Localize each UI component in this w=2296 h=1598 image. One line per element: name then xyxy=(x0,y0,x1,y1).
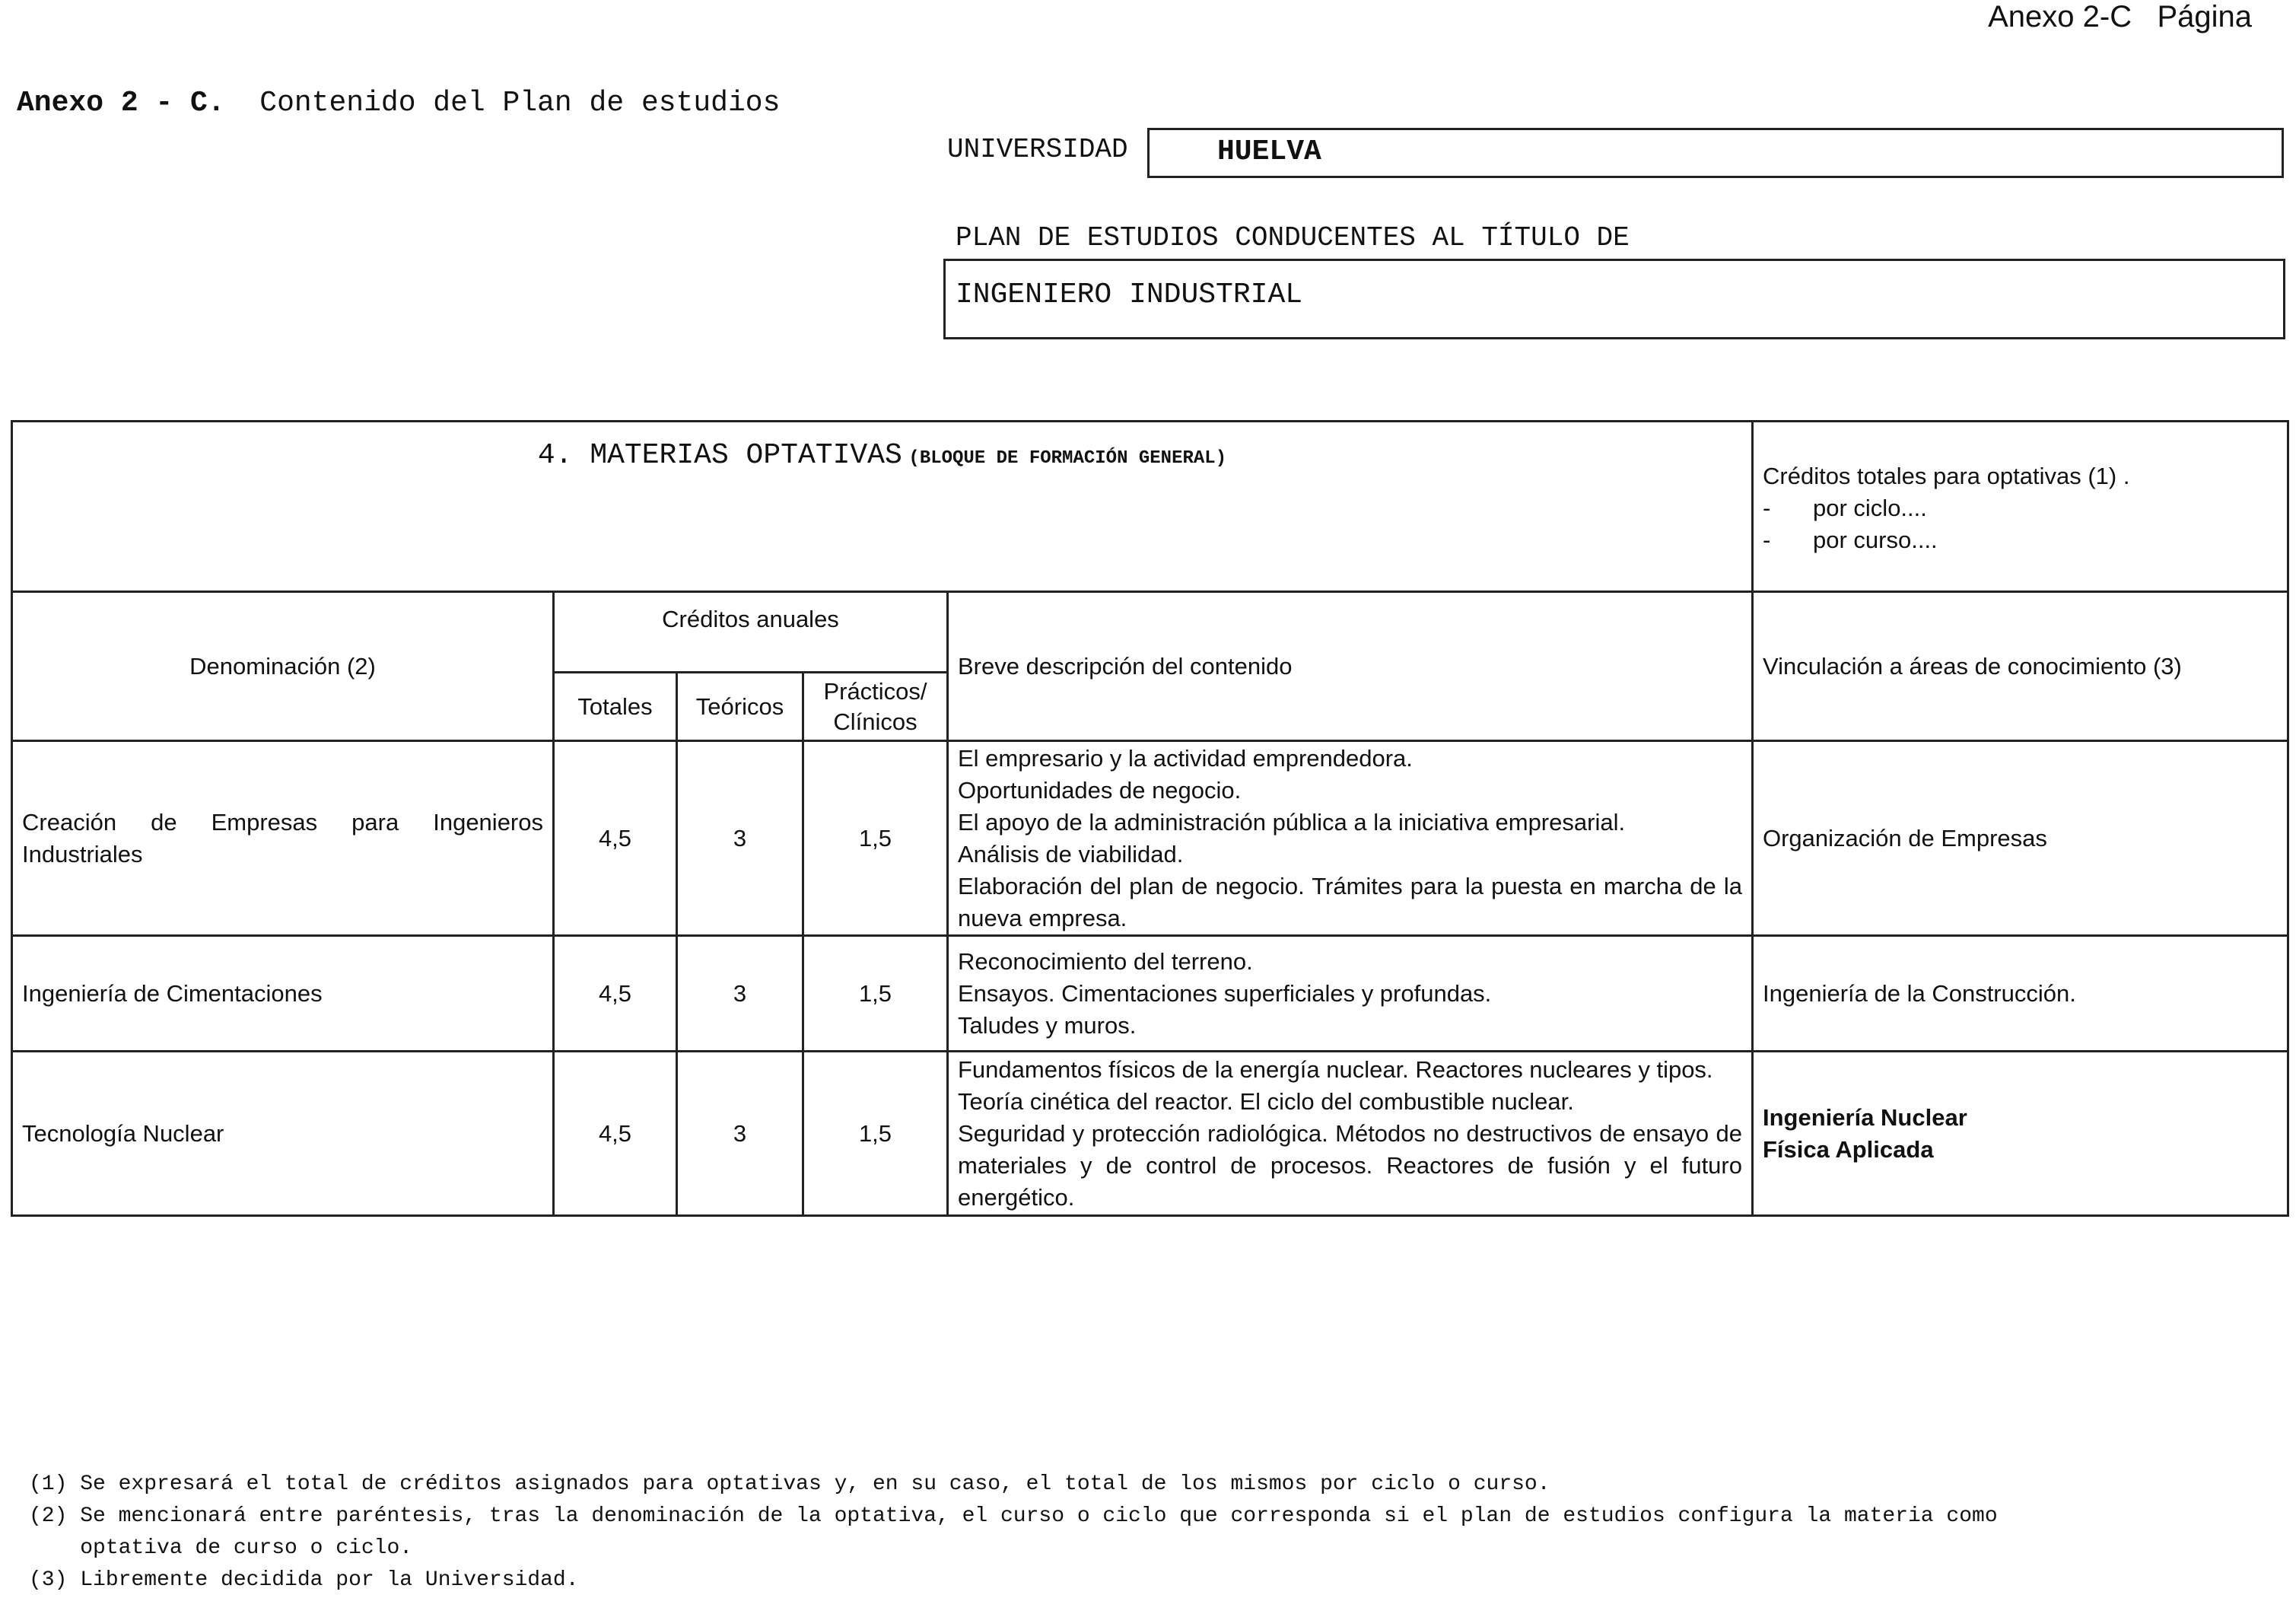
creditos-totales-cell xyxy=(1753,422,2288,592)
annex-number: Anexo 2 - C. xyxy=(17,87,225,119)
col-header-denominacion: Denominación (2) xyxy=(12,592,554,741)
col-header-descripcion: Breve descripción del contenido xyxy=(948,592,1753,741)
table-row xyxy=(12,741,2288,936)
col-header-totales: Totales xyxy=(554,673,677,741)
row-descripcion: Fundamentos físicos de la energía nuclear. Reactores nucleares y tipos. Teoría cinética del reactor. El ciclo del combustible nuclear. Seguridad y protección radiológica. Métodos no destructivos de ensayo de materiales y de control de procesos. Reactores de fusión y el futuro energético. xyxy=(948,1052,1753,1216)
row-totales: 4,5 xyxy=(554,1052,677,1216)
table-row xyxy=(12,936,2288,1052)
section-title xyxy=(12,422,1753,592)
row-totales: 4,5 xyxy=(554,741,677,936)
por-curso-line: - por curso.... xyxy=(1763,527,1938,553)
footnote-1: (1) Se expresará el total de créditos asignados para optativas y, en su caso, el total de los mismos por ciclo o curso. xyxy=(29,1472,1550,1496)
universidad-value: HUELVA xyxy=(1217,135,1321,168)
column-header-row-1 xyxy=(12,592,2288,673)
annex-title: Contenido del Plan de estudios xyxy=(259,87,781,119)
materias-optativas-table xyxy=(11,420,2289,1217)
row-teoricos: 3 xyxy=(677,1052,803,1216)
footnotes xyxy=(29,1469,1998,1596)
row-totales: 4,5 xyxy=(554,936,677,1052)
annex-heading xyxy=(17,87,780,119)
row-descripcion: El empresario y la actividad emprendedora. Oportunidades de negocio. El apoyo de la administración pública a la iniciativa empresarial. Análisis de viabilidad. Elaboración del plan de negocio. Trámites para la puesta en marcha de la nueva empresa. xyxy=(948,741,1753,936)
row-practicos: 1,5 xyxy=(803,936,948,1052)
row-vinculacion: Organización de Empresas xyxy=(1753,741,2288,936)
table-row xyxy=(12,1052,2288,1216)
row-vinculacion: Ingeniería de la Construcción. xyxy=(1753,936,2288,1052)
universidad-label: UNIVERSIDAD xyxy=(947,134,1128,165)
footnote-2: (2) Se mencionará entre paréntesis, tras la denominación de la optativa, el curso o ciclo que corresponda si el plan de estudios configura la materia como xyxy=(29,1504,1998,1528)
col-header-teoricos: Teóricos xyxy=(677,673,803,741)
section-title-text: 4. MATERIAS OPTATIVAS xyxy=(537,439,902,472)
section-subtitle: (BLOQUE DE FORMACIÓN GENERAL) xyxy=(908,448,1227,469)
creditos-totales-label: Créditos totales para optativas (1) . xyxy=(1763,463,2130,489)
plan-label: PLAN DE ESTUDIOS CONDUCENTES AL TÍTULO DE xyxy=(956,222,1630,253)
row-denominacion: Creación de Empresas para Ingenieros Industriales xyxy=(12,741,554,936)
row-teoricos: 3 xyxy=(677,741,803,936)
row-descripcion: Reconocimiento del terreno. Ensayos. Cimentaciones superficiales y profundas. Taludes y muros. xyxy=(948,936,1753,1052)
footnote-3: (3) Libremente decidida por la Universidad. xyxy=(29,1568,579,1592)
row-denominacion: Ingeniería de Cimentaciones xyxy=(12,936,554,1052)
col-header-vinculacion: Vinculación a áreas de conocimiento (3) xyxy=(1753,592,2288,741)
footnote-2-continuation: optativa de curso o ciclo. xyxy=(29,1536,413,1560)
titulo-value: INGENIERO INDUSTRIAL xyxy=(956,279,1303,311)
row-teoricos: 3 xyxy=(677,936,803,1052)
section-header-row xyxy=(12,422,2288,592)
col-header-practicos: Prácticos/ Clínicos xyxy=(803,673,948,741)
page-reference: Anexo 2-C Página xyxy=(1988,0,2252,33)
col-header-creditos-anuales: Créditos anuales xyxy=(554,592,948,673)
row-vinculacion: Ingeniería Nuclear Física Aplicada xyxy=(1753,1052,2288,1216)
por-ciclo-line: - por ciclo.... xyxy=(1763,495,1927,521)
row-practicos: 1,5 xyxy=(803,741,948,936)
row-practicos: 1,5 xyxy=(803,1052,948,1216)
row-denominacion: Tecnología Nuclear xyxy=(12,1052,554,1216)
